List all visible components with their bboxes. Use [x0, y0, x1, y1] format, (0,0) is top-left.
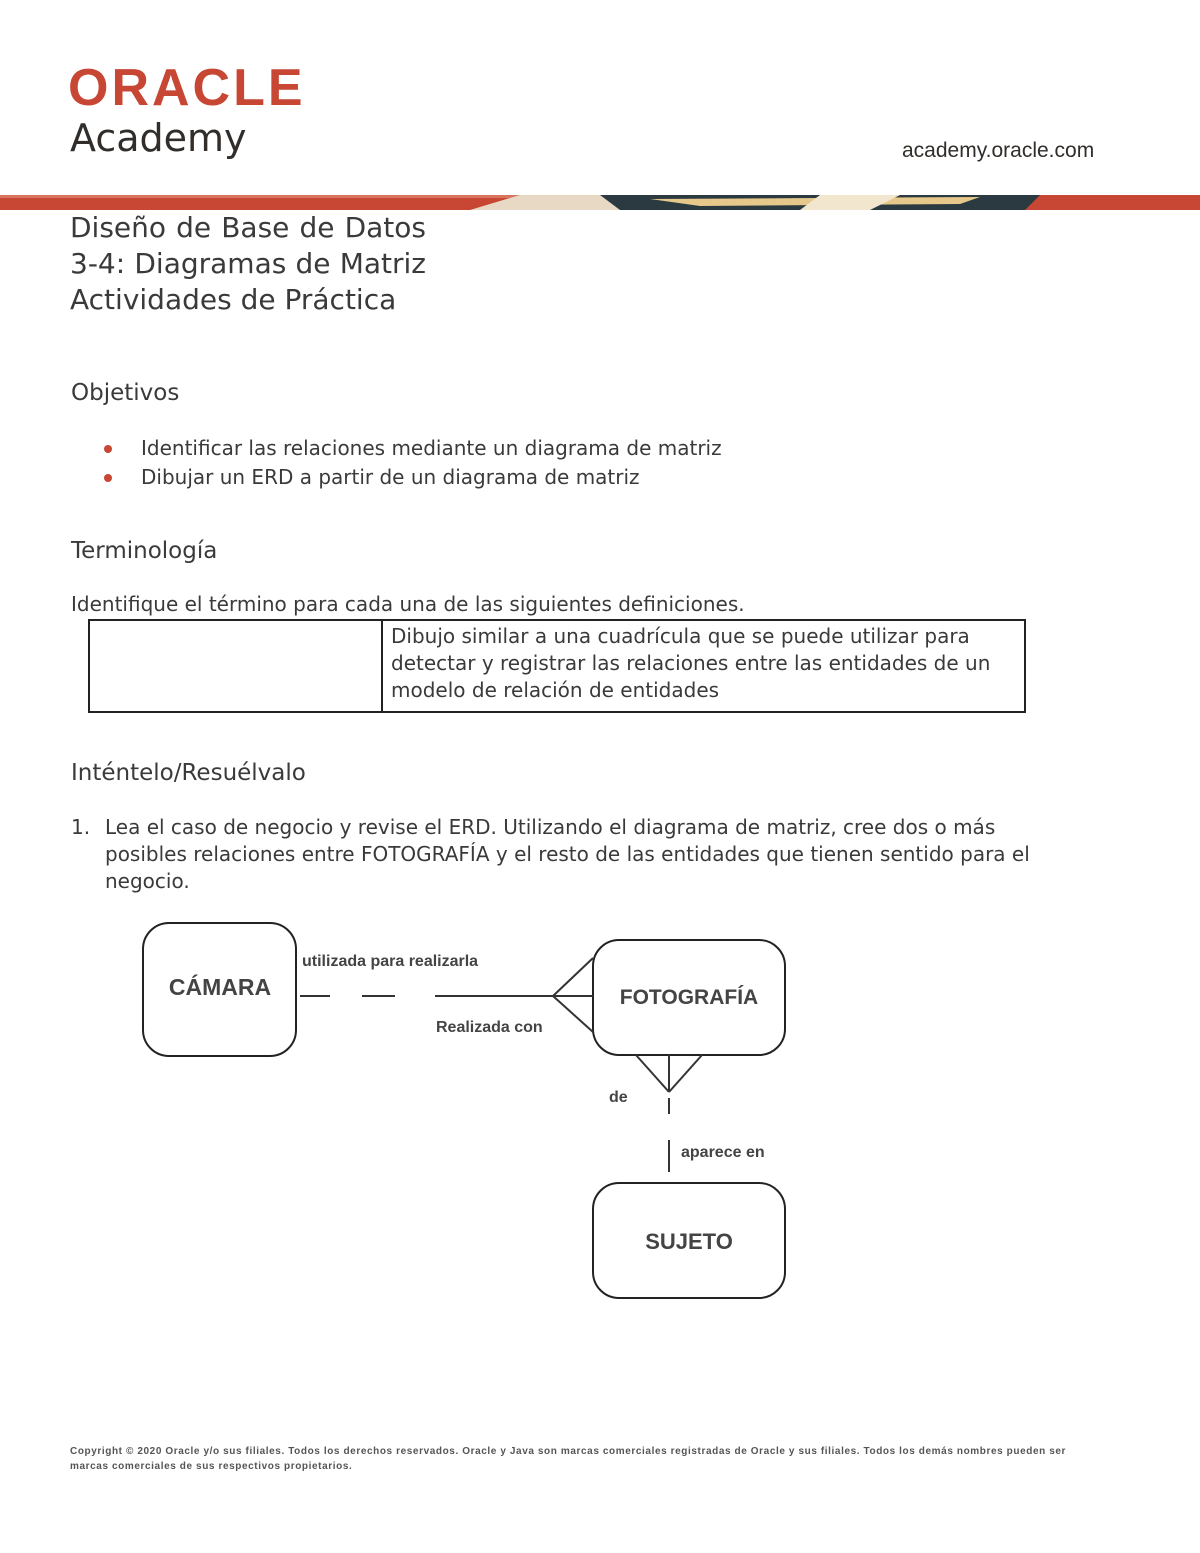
list-item	[104, 434, 722, 463]
objectives-list	[104, 434, 722, 492]
relationship-label-aparece: aparece en	[681, 1144, 765, 1161]
site-url: academy.oracle.com	[902, 139, 1095, 162]
bullet-icon	[104, 445, 112, 453]
header-banner	[0, 192, 1200, 212]
oracle-logo: ORACLE	[68, 59, 306, 117]
entity-fotografia-label: FOTOGRAFÍA	[619, 986, 759, 1009]
academy-subtitle: Academy	[70, 116, 247, 160]
document-title: Diseño de Base de Datos 3-4: Diagramas de Matriz Actividades de Práctica	[70, 211, 426, 316]
relationship-label-de: de	[609, 1089, 628, 1106]
erd-diagram	[0, 900, 1200, 1320]
entity-sujeto-label: SUJETO	[645, 1229, 733, 1254]
terminology-table	[88, 619, 1026, 713]
term-answer-cell[interactable]	[90, 621, 383, 711]
task-number: 1.	[71, 815, 91, 839]
objectives-heading: Objetivos	[71, 380, 180, 406]
list-item-text: Identificar las relaciones mediante un diagrama de matriz	[141, 436, 722, 460]
terminology-heading: Terminología	[71, 538, 218, 564]
list-item	[104, 463, 722, 492]
term-definition-cell: Dibujo similar a una cuadrícula que se puede utilizar para detectar y registrar las relaciones entre las entidades de un modelo de relación de entidades	[391, 624, 991, 702]
task-text: Lea el caso de negocio y revise el ERD. Utilizando el diagrama de matriz, cree dos o más posibles relaciones entre FOTOGRAFÍA y el resto de las entidades que tienen sentido para el negocio.	[105, 815, 1030, 893]
terminology-intro: Identifique el término para cada una de las siguientes definiciones.	[71, 592, 745, 616]
try-it-heading: Inténtelo/Resuélvalo	[71, 760, 306, 786]
list-item-text: Dibujar un ERD a partir de un diagrama de matriz	[141, 465, 640, 489]
relationship-label-camara: utilizada para realizarla	[302, 953, 479, 970]
footer-copyright: Copyright © 2020 Oracle y/o sus filiales. Todos los derechos reservados. Oracle y Java son marcas comerciales registradas de Oracle y sus filiales. Todos los demás nombres pueden ser marcas comerciales de sus respectivos propietarios.	[70, 1446, 1067, 1472]
relationship-label-fotografia: Realizada con	[436, 1019, 543, 1036]
bullet-icon	[104, 474, 112, 482]
task-item	[71, 814, 1071, 895]
entity-camara-label: CÁMARA	[168, 974, 272, 1000]
